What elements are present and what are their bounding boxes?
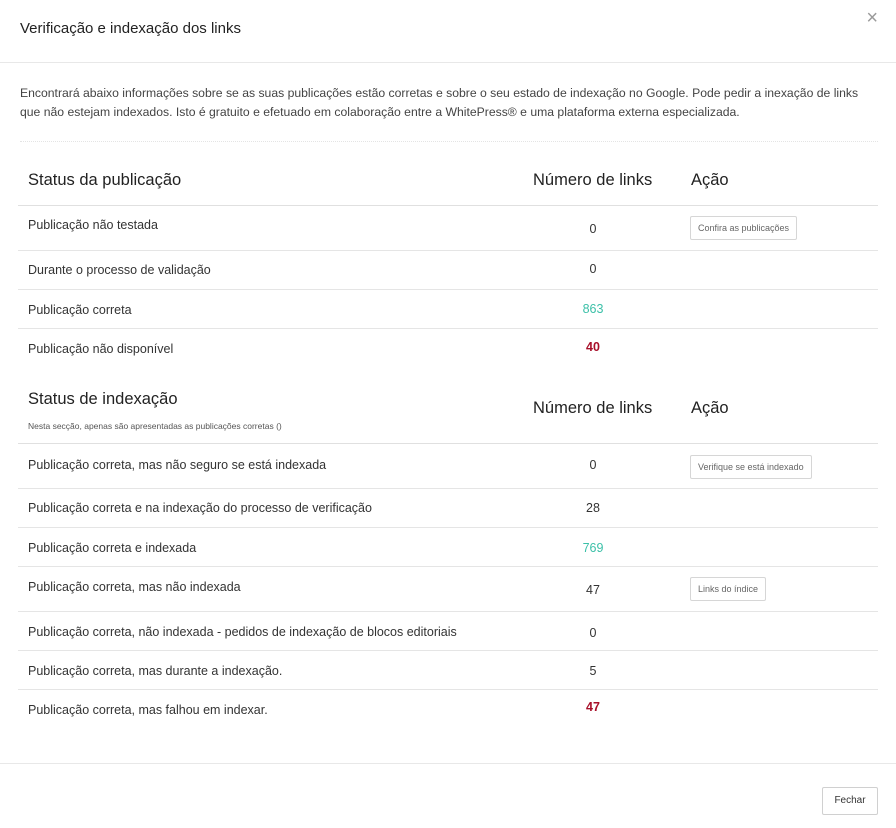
row-value: 28	[586, 501, 600, 515]
row-value: 47	[586, 583, 600, 597]
row-divider	[18, 488, 878, 489]
row-label: Publicação correta e na indexação do processo de verificação	[28, 501, 372, 515]
modal-header	[0, 0, 896, 63]
row-label: Durante o processo de validação	[28, 263, 211, 277]
header-divider	[18, 205, 878, 206]
row-divider	[18, 611, 878, 612]
row-label: Publicação não testada	[28, 218, 158, 232]
row-label: Publicação correta	[28, 303, 132, 317]
row-label: Publicação correta, não indexada - pedidos de indexação de blocos editoriais	[28, 625, 457, 639]
indexing-status-heading: Status de indexação	[28, 390, 178, 408]
publication-links-column-header: Número de links	[533, 171, 653, 189]
row-label: Publicação não disponível	[28, 342, 174, 356]
row-divider	[18, 566, 878, 567]
close-icon[interactable]: ×	[866, 7, 878, 29]
row-value: 40	[586, 340, 600, 354]
indexing-links-column-header: Número de links	[533, 399, 653, 417]
verify-indexed-button[interactable]: Verifique se está indexado	[690, 455, 812, 479]
check-publications-button[interactable]: Confira as publicações	[690, 216, 797, 240]
row-divider	[18, 650, 878, 651]
publication-status-heading: Status da publicação	[28, 171, 182, 189]
row-divider	[18, 289, 878, 290]
row-value: 0	[589, 262, 597, 276]
intro-text: Encontrará abaixo informações sobre se as suas publicações estão corretas e sobre o seu estado de indexação no Google. Pode pedir a inexação de links que não estejam indexados. Isto é gratuito e efetuado em colaboração entre a WhitePress® e uma plataforma externa especializada.	[20, 86, 859, 119]
row-label: Publicação correta e indexada	[28, 541, 197, 555]
publication-action-column-header: Ação	[691, 171, 729, 189]
row-value: 5	[589, 664, 597, 678]
close-button[interactable]: Fechar	[822, 787, 878, 815]
divider	[20, 141, 878, 142]
modal-title: Verificação e indexação dos links	[20, 20, 241, 37]
row-value: 0	[589, 626, 597, 640]
row-divider	[18, 689, 878, 690]
index-links-button[interactable]: Links do índice	[690, 577, 766, 601]
header-divider	[18, 443, 878, 444]
row-value: 0	[589, 458, 597, 472]
row-divider	[18, 328, 878, 329]
row-label: Publicação correta, mas falhou em indexar.	[28, 703, 268, 717]
row-divider	[18, 250, 878, 251]
row-value: 863	[582, 302, 604, 316]
row-divider	[18, 527, 878, 528]
modal-footer	[0, 763, 896, 764]
row-value: 0	[589, 222, 597, 236]
indexing-action-column-header: Ação	[691, 399, 729, 417]
row-label: Publicação correta, mas não indexada	[28, 580, 241, 594]
row-label: Publicação correta, mas durante a indexação.	[28, 664, 283, 678]
row-value: 769	[582, 541, 604, 555]
row-label: Publicação correta, mas não seguro se está indexada	[28, 458, 327, 472]
row-value: 47	[586, 700, 600, 714]
indexing-subheading: Nesta secção, apenas são apresentadas as publicações corretas ()	[28, 421, 282, 431]
